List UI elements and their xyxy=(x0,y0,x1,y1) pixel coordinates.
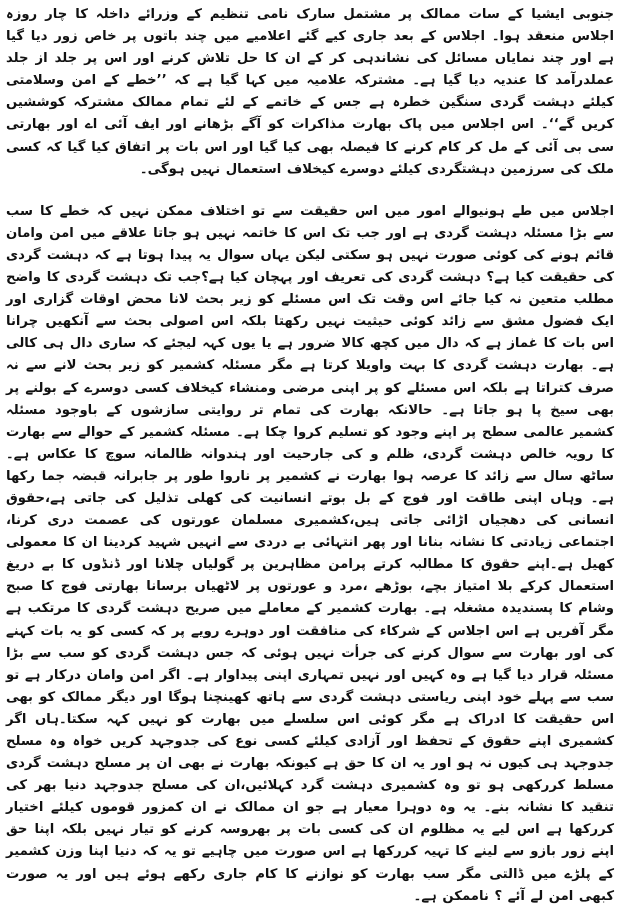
article-paragraph-2: اجلاس میں طے ہونیوالے امور میں اس حقیقت سے تو اختلاف ممکن نہیں کہ خطے کا سب سے بڑا مسئلہ دہشت گردی ہے اور جب تک اس کا خاتمہ نہیں ہو جاتا علاقے میں امن وامان قائم ہونے کی کوئی صورت نہیں ہو سکتی لیکن یہاں سوال یہ پیدا ہوتا ہے کہ دہشت گردی کی حقیقت کیا ہے؟ دہشت گردی کی تعریف اور پہچان کیا ہے؟جب تک دہشت گردی کا واضح مطلب متعین نہ کیا جائے اس وقت تک اس مسئلے کو زیر بحث لانا محض اوقات گزاری اور ایک فضول مشق سے زائد کوئی حیثیت نہیں رکھتا بلکہ اس اصولی بحث سے آنکھیں چرانا اس بات کا غماز ہے کہ دال میں کچھ کالا ضرور ہے یا یوں کہہ لیجئے کہ ساری دال ہی کالی ہے۔ بھارت دہشت گردی کا بہت واویلا کرتا ہے مگر مسئلہ کشمیر کو زیر بحث لانے سے نہ صرف کتراتا ہے بلکہ اس مسئلے کو پر اپنی مرضی ومنشاء کیخلاف کسی دوسرے کے بولنے پر بھی سیخ پا ہو جاتا ہے۔ حالانکہ بھارت کی تمام تر روایتی سازشوں کے باوجود مسئلہ کشمیر عالمی سطح پر اپنے وجود کو تسلیم کروا چکا ہے۔ مسئلہ کشمیر کے حوالے سے بھارت کا رویہ خالص دہشت گردی، ظلم و کی جارحیت اور ہندوانہ ظالمانہ سوچ کا عکاس ہے۔ ساٹھ سال سے زائد کا عرصہ ہوا بھارت نے کشمیر پر ناروا طور پر جابرانہ قبضہ جما رکھا ہے۔ وہاں اپنی طاقت اور فوج کے بل بوتے انسانیت کی کھلی تذلیل کی جاتی ہے،حقوق انسانی کی دھجیاں اڑائی جاتی ہیں،کشمیری مسلمان عورتوں کی عصمت دری کرنا، اجتماعی زیادتی کا نشانہ بنانا اور پھر انتہائی بے دردی سے انہیں شہید کردینا ان کا معمولی کھیل ہے۔اپنے حقوق کا مطالبہ کرتے پرامن مظاہرین پر گولیاں چلانا اور ڈنڈوں کا بے دریغ استعمال کرکے بلا امتیاز بچے، بوڑھے ،مرد و عورتوں پر لاٹھیاں برسانا بھارتی فوج کا صبح وشام کا پسندیدہ مشغلہ ہے۔ بھارت کشمیر کے معاملے میں صریح دہشت گردی کا مرتکب ہے مگر آفریں ہے اس اجلاس کے شرکاء کی منافقت اور دوہرے رویے پر کہ کسی کو یہ بات کہنے کی اور بھارت سے سوال کرنے کی جرأت نہیں ہوئی کہ جس دہشت گردی کو سب سے بڑا مسئلہ قرار دیا گیا ہے وہ کہیں اور نہیں تمہاری اپنی پیداوار ہے۔ اگر امن وامان درکار ہے تو سب سے پہلے خود اپنی ریاستی دہشت گردی سے ہاتھ کھینچنا ہوگا اور دیگر ممالک کو بھی اس حقیقت کا ادراک ہے مگر کوئی اس سلسلے میں بھارت کو نہیں کہہ سکتا۔ہاں اگر کشمیری اپنے حقوق کے تحفظ اور آزادی کیلئے کسی نوع کی جدوجہد کریں خواہ وہ مسلح جدوجہد ہی کیوں نہ ہو اور یہ ان کا حق ہے کیونکہ بھارت نے بھی ان پر مسلح دہشت گردی مسلط کررکھی ہو تو وہ کشمیری دہشت گرد کہلائیں،ان کی مسلح جدوجہد دنیا بھر کی تنقید کا نشانہ بنے۔ یہ وہ دوہرا معیار ہے جو ان ممالک نے ان کمزور قوموں کیلئے اختیار کررکھا ہے اس لیے یہ مظلوم ان کی کسی بات پر بھروسہ کرنے کو تیار نہیں بلکہ اپنا حق اپنے زور بازو سے لینے کا تہیہ کررکھا ہے اس صورت میں چاہیے تو یہ کہ دنیا اپنا وزن کشمیر کے پلڑے میں ڈالتی مگر سب بھارت کو نوازنے کا کام جاری رکھے ہوئے ہیں اور یہ صورت کبھی امن لے آئے ؟ ناممکن ہے۔ xyxy=(6,203,614,904)
article-page xyxy=(6,4,614,904)
article-paragraph-1: جنوبی ایشیا کے سات ممالک پر مشتمل سارک نامی تنظیم کے وزرائے داخلہ کا چار روزہ اجلاس منعقد ہوا۔ اجلاس کے بعد جاری کیے گئے اعلامیے میں چند باتوں پر خاص زور دیا گیا ہے اور چند نمایاں مسائل کی نشاندہی کر کے ان کا حل تلاش کرنے اور اس پر جلد از جلد عملدرآمد کا عندیہ دیا گیا ہے۔ مشترکہ علامیہ میں کہا گیا ہے کہ ’’خطے کے امن وسلامتی کیلئے دہشت گردی سنگین خطرہ ہے جس کے خاتمے کے لئے تمام ممالک مشترکہ کوششیں کریں گے‘‘۔ اس اجلاس میں پاک بھارت مذاکرات کو آگے بڑھانے اور ایف آئی اے اور بھارتی سی بی آئی کے مل کر کام کرنے کا فیصلہ بھی کیا گیا اور اس بات پر اتفاق کیا گیا کہ کسی ملک کی سرزمین دہشتگردی کیلئے دوسرے کیخلاف استعمال نہیں ہوگی۔ xyxy=(6,7,614,177)
paragraph-spacer xyxy=(6,181,614,201)
